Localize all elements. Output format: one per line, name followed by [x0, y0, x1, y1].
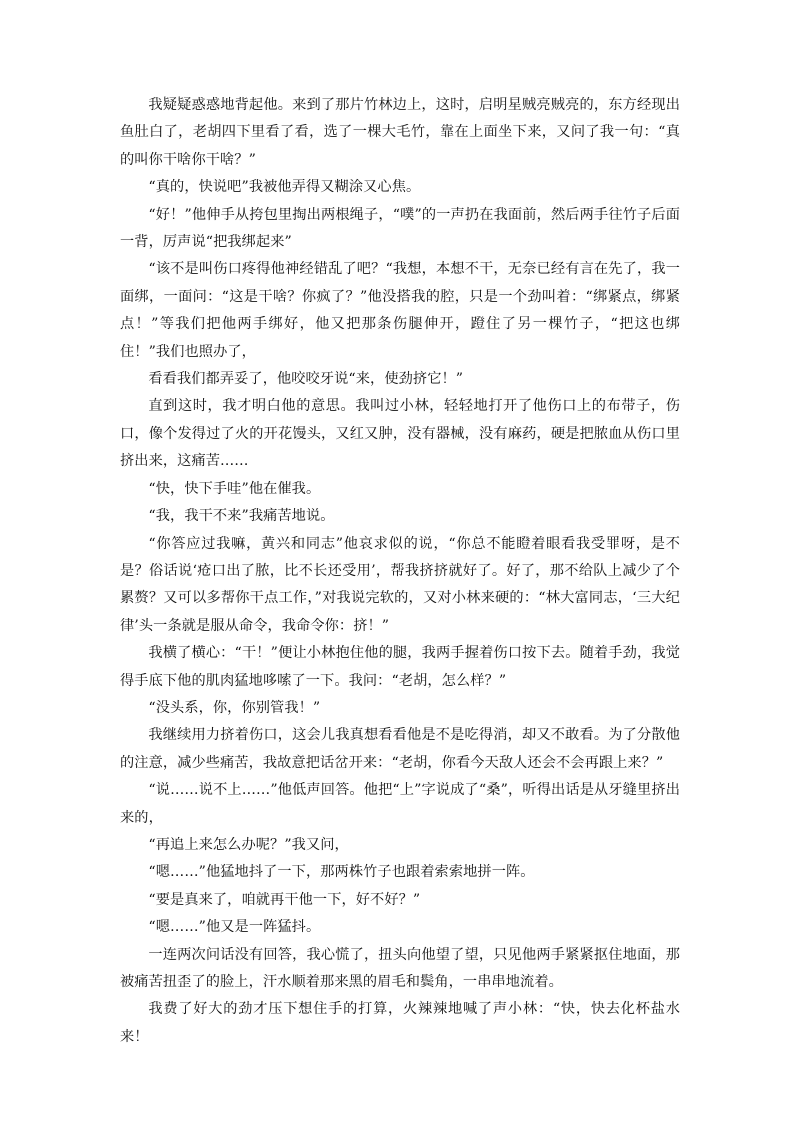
- paragraph: “好！”他伸手从挎包里掏出两根绳子，“噗”的一声扔在我面前，然后两手往竹子后面一背，厉声说“把我绑起来”: [120, 206, 680, 251]
- document-body: [120, 92, 680, 1051]
- paragraph: “嗯……”他猛地抖了一下，那两株竹子也跟着索索地拼一阵。: [148, 864, 535, 881]
- paragraph: “说……说不上……”他低声回答。他把“上”字说成了“桑”，听得出话是从牙缝里挤出来的，: [120, 782, 680, 826]
- paragraph: “你答应过我嘛，黄兴和同志”他哀求似的说，“你总不能瞪着眼看我受罪呀，是不是？俗话说‘疮口出了脓，比不长还受用’，帮我挤挤就好了。好了，那不给队上减少了个累赘？又可以多帮你干点工作，”对我说完软的，又对小林来硬的：“林大富同志，‘三大纪律’头一条就是服从命令，我命令你：挤！”: [120, 535, 680, 634]
- paragraph: “真的，快说吧”我被他弄得又糊涂又心焦。: [148, 179, 421, 196]
- paragraph: 我继续用力挤着伤口，这会儿我真想看看他是不是吃得消，却又不敢看。为了分散他的注意，减少些痛苦，我故意把话岔开来：“老胡，你看今天敌人还会不会再跟上来？”: [120, 727, 680, 771]
- paragraph: 一连两次问话没有回答，我心慌了，扭头向他望了望，只见他两手紧紧抠住地面，那被痛苦扭歪了的脸上，汗水顺着那来黑的眉毛和鬓角，一串串地流着。: [120, 946, 680, 990]
- paragraph: “我，我干不来”我痛苦地说。: [148, 508, 335, 525]
- paragraph: “快，快下手哇”他在催我。: [148, 480, 321, 497]
- paragraph: 我费了好大的劲才压下想住手的打算，火辣辣地喊了声小林：“快，快去化杯盐水来！: [120, 1001, 680, 1045]
- paragraph: “该不是叫伤口疼得他神经错乱了吧？“我想，本想不干，无奈已经有言在先了，我一面绑，一面问：“这是干啥？你疯了？”他没搭我的腔，只是一个劲叫着：“绑紧点，绑紧点！”等我们把他两手绑好，他又把那条伤腿伸开，蹬住了另一棵竹子，“把这也绑住！”我们也照办了，: [120, 261, 680, 360]
- paragraph: 我疑疑惑惑地背起他。来到了那片竹林边上，这时，启明星贼亮贼亮的，东方经现出鱼肚白了，老胡四下里看了看，选了一棵大毛竹，靠在上面坐下来，又问了我一句：“真的叫你干啥你干啥？”: [120, 97, 680, 168]
- paragraph: “嗯……”他又是一阵猛抖。: [148, 919, 321, 936]
- paragraph: “没头系，你，你别管我！”: [148, 699, 321, 716]
- paragraph: 看看我们都弄妥了，他咬咬牙说“来，使劲挤它！”: [148, 371, 464, 388]
- paragraph: “要是真来了，咱就再干他一下，好不好？”: [148, 891, 421, 908]
- paragraph: 直到这时，我才明白他的意思。我叫过小林，轻轻地打开了他伤口上的布带子，伤口，像个发得过了火的开花馒头，又红又肿，没有器械，没有麻药，硬是把脓血从伤口里挤出来，这痛苦……: [120, 398, 680, 470]
- paragraph: 我横了横心：“干！”便让小林抱住他的腿，我两手握着伤口按下去。随着手劲，我觉得手底下他的肌肉猛地哆嗦了一下。我问：“老胡，怎么样？”: [120, 645, 680, 689]
- paragraph: “再追上来怎么办呢？”我又问，: [148, 836, 349, 853]
